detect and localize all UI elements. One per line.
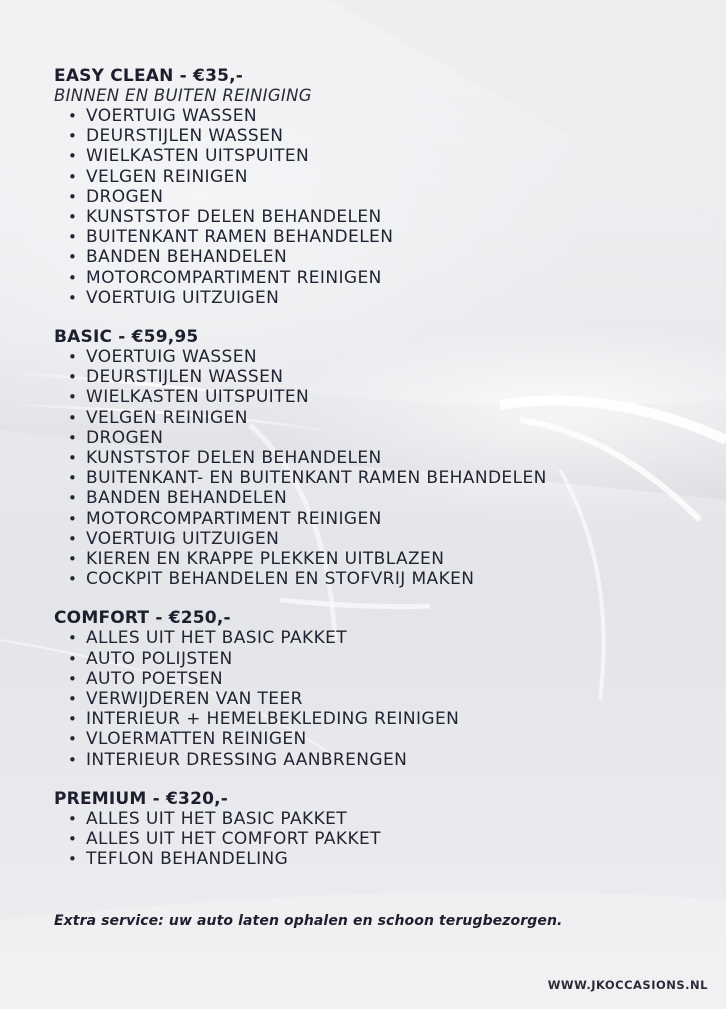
list-item: • WIELKASTEN UITSPUITEN (68, 146, 310, 167)
list-item: • VOERTUIG UITZUIGEN (68, 287, 280, 308)
package-title: PREMIUM - €320,- (54, 788, 229, 809)
list-item: • BANDEN BEHANDELEN (68, 488, 288, 509)
list-item: • ALLES UIT HET BASIC PAKKET (68, 808, 348, 829)
list-item: • KIEREN EN KRAPPE PLEKKEN UITBLAZEN (68, 549, 445, 570)
package-title: BASIC - €59,95 (54, 327, 199, 348)
list-item: • BANDEN BEHANDELEN (68, 247, 288, 268)
list-item: • VELGEN REINIGEN (68, 407, 248, 428)
list-item: • VOERTUIG WASSEN (68, 106, 257, 126)
list-item: • COCKPIT BEHANDELEN EN STOFVRIJ MAKEN (68, 569, 475, 590)
list-item: • DROGEN (68, 186, 164, 207)
website-url: WWW.JKOCCASIONS.NL (547, 978, 708, 992)
package-item-list (54, 809, 694, 870)
service-packages (54, 66, 694, 889)
list-item: • INTERIEUR + HEMELBEKLEDING REINIGEN (68, 709, 460, 730)
list-item: • KUNSTSTOF DELEN BEHANDELEN (68, 448, 382, 469)
list-item: • AUTO POETSEN (68, 668, 224, 689)
list-item: • TEFLON BEHANDELING (68, 849, 289, 870)
list-item: • DEURSTIJLEN WASSEN (68, 367, 284, 388)
list-item: • BUITENKANT- EN BUITENKANT RAMEN BEHANDELEN (68, 468, 547, 489)
list-item: • MOTORCOMPARTIMENT REINIGEN (68, 267, 382, 288)
extra-service-note: Extra service: uw auto laten ophalen en schoon terugbezorgen. (54, 913, 563, 929)
list-item: • INTERIEUR DRESSING AANBRENGEN (68, 749, 408, 770)
list-item: • VLOERMATTEN REINIGEN (68, 729, 307, 750)
list-item: • ALLES UIT HET COMFORT PAKKET (68, 829, 381, 850)
package-item-list (54, 628, 694, 769)
list-item: • VOERTUIG WASSEN (68, 347, 257, 368)
list-item: • MOTORCOMPARTIMENT REINIGEN (68, 508, 382, 529)
list-item: • VERWIJDEREN VAN TEER (68, 689, 303, 710)
list-item: • VELGEN REINIGEN (68, 166, 248, 187)
package-basic (54, 327, 694, 589)
list-item: • DEURSTIJLEN WASSEN (68, 126, 284, 147)
list-item: • DROGEN (68, 427, 164, 448)
package-item-list (54, 106, 694, 308)
package-item-list (54, 347, 694, 589)
list-item: • WIELKASTEN UITSPUITEN (68, 387, 310, 408)
list-item: • AUTO POLIJSTEN (68, 648, 233, 669)
package-premium (54, 789, 694, 870)
package-comfort (54, 608, 694, 769)
package-title: EASY CLEAN - €35,- (54, 66, 244, 86)
package-title: COMFORT - €250,- (54, 608, 231, 629)
package-easy-clean (54, 66, 694, 308)
list-item: • BUITENKANT RAMEN BEHANDELEN (68, 227, 394, 248)
list-item: • ALLES UIT HET BASIC PAKKET (68, 628, 348, 649)
package-subtitle: BINNEN EN BUITEN REINIGING (54, 86, 312, 105)
list-item: • VOERTUIG UITZUIGEN (68, 528, 280, 549)
list-item: • KUNSTSTOF DELEN BEHANDELEN (68, 207, 382, 228)
